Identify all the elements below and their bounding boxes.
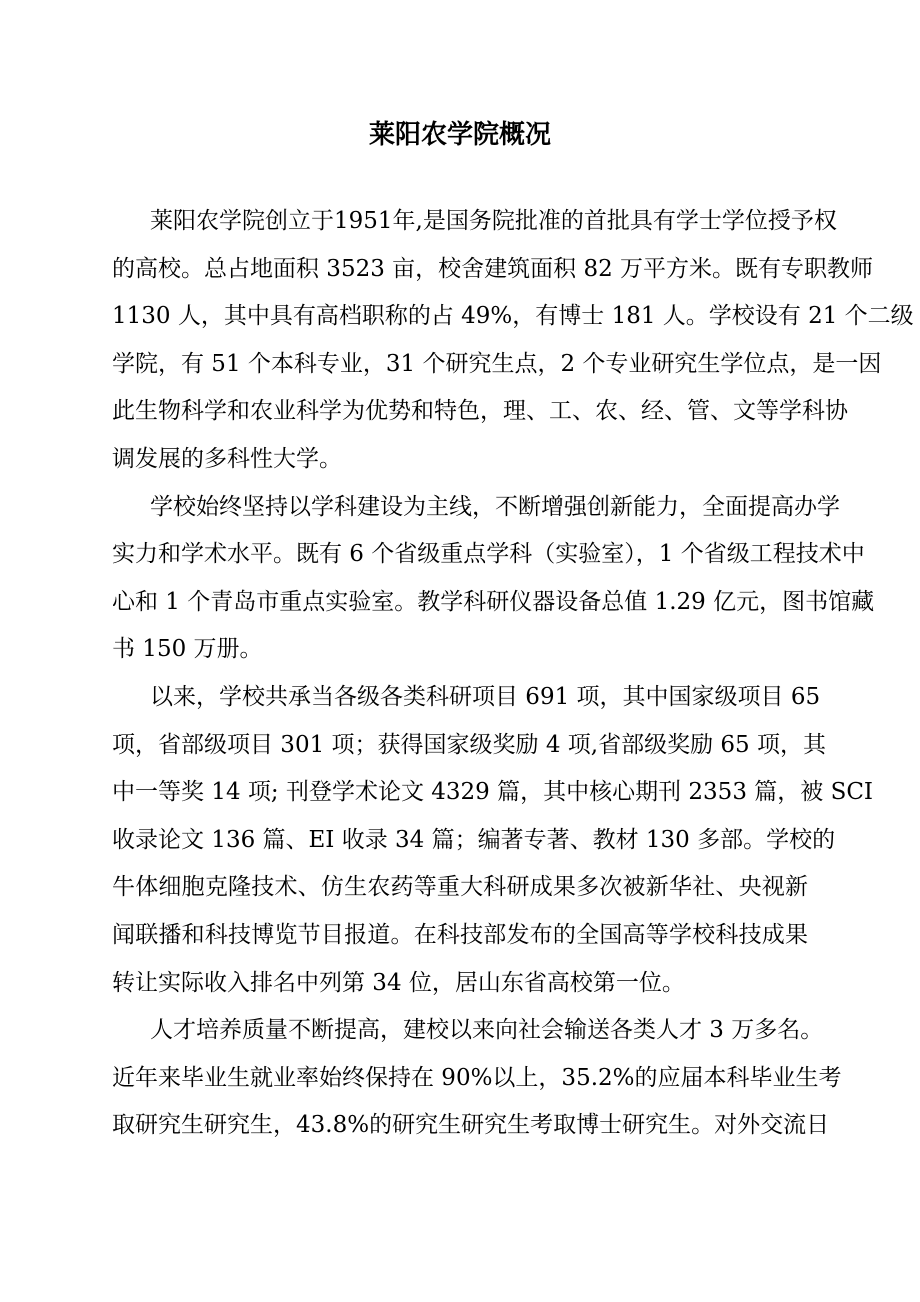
text-line: 闻联播和科技博览节目报道。在科技部发布的全国高等学校科技成果	[112, 921, 808, 948]
text-line: 取研究生研究生，43.8%的研究生研究生考取博士研究生。对外交流日	[112, 1112, 830, 1139]
text-line: 收录论文 136 篇、EI 收录 34 篇；编著专著、教材 130 多部。学校的	[112, 826, 836, 853]
text-line: 牛体细胞克隆技术、仿生农药等重大科研成果多次被新华社、央视新	[112, 874, 808, 901]
document-body	[112, 198, 914, 1150]
text-line: 1130 人，其中具有高档职称的占 49%，有博士 181 人。学校设有 21 个二级	[112, 303, 914, 330]
paragraph	[112, 484, 875, 674]
text-line: 项，省部级项目 301 项；获得国家级奖励 4 项,省部级奖励 65 项，其	[112, 731, 826, 758]
text-line: 书 150 万册。	[112, 636, 263, 663]
text-line: 人才培养质量不断提高，建校以来向社会输送各类人才 3 万多名。	[150, 1017, 824, 1044]
document-title: 莱阳农学院概况	[368, 120, 551, 150]
text-line: 的高校。总占地面积 3523 亩，校舍建筑面积 82 万平方米。既有专职教师	[112, 255, 874, 282]
text-line: 心和 1 个青岛市重点实验室。教学科研仪器设备总值 1.29 亿元，图书馆藏	[112, 588, 875, 615]
text-line: 近年来毕业生就业率始终保持在 90%以上，35.2%的应届本科毕业生考	[112, 1064, 842, 1091]
text-line: 莱阳农学院创立于1951年,是国务院批准的首批具有学士学位授予权	[150, 208, 837, 234]
text-line: 学院，有 51 个本科专业，31 个研究生点，2 个专业研究生学位点，是一因	[112, 350, 882, 377]
text-line: 转让实际收入排名中列第 34 位，居山东省高校第一位。	[112, 969, 685, 996]
text-line: 学校始终坚持以学科建设为主线，不断增强创新能力，全面提高办学	[150, 493, 840, 520]
paragraph	[112, 674, 874, 1007]
text-line: 此生物科学和农业科学为优势和特色，理、工、农、经、管、文等学科协	[112, 398, 848, 425]
text-line: 中一等奖 14 项; 刊登学术论文 4329 篇，其中核心期刊 2353 篇，被 SCI	[112, 779, 874, 806]
text-line: 调发展的多科性大学。	[112, 445, 342, 472]
paragraph	[112, 198, 914, 484]
text-line: 实力和学术水平。既有 6 个省级重点学科（实验室），1 个省级工程技术中	[112, 541, 865, 568]
paragraph	[112, 1007, 842, 1150]
text-line: 以来，学校共承当各级各类科研项目 691 项，其中国家级项目 65	[150, 683, 821, 710]
